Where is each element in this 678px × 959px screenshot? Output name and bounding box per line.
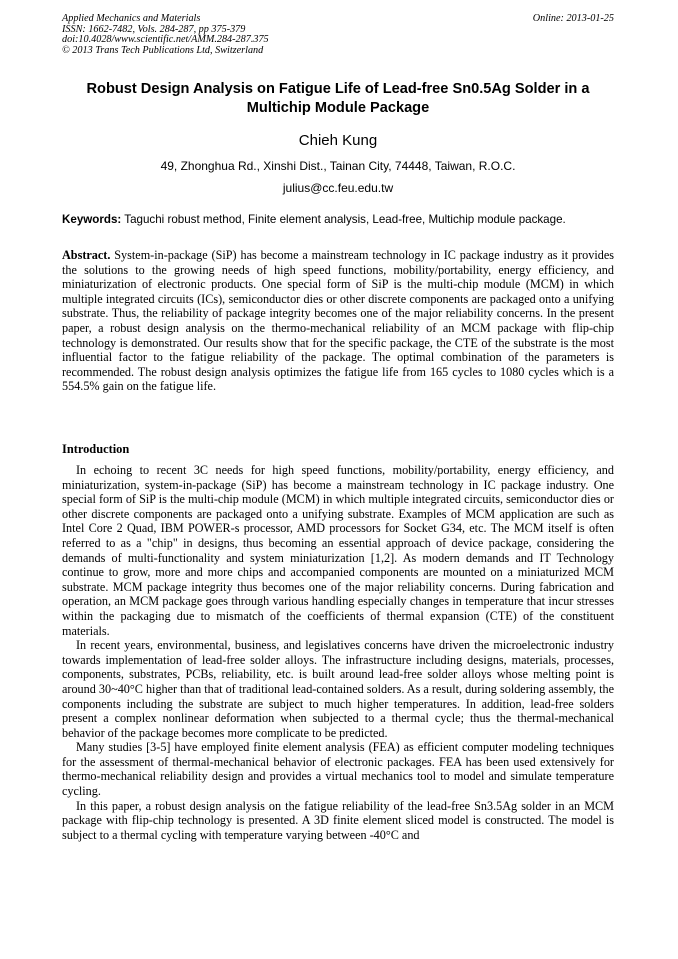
keywords-text: Taguchi robust method, Finite element analysis, Lead-free, Multichip module package.: [124, 213, 566, 226]
author-email: julius@cc.feu.edu.tw: [282, 181, 394, 195]
journal-name: Applied Mechanics and Materials: [62, 13, 201, 24]
author-affiliation: 49, Zhonghua Rd., Xinshi Dist., Tainan City, 74448, Taiwan, R.O.C.: [160, 159, 516, 173]
issn-line: ISSN: 1662-7482, Vols. 284-287, pp 375-379: [62, 23, 246, 35]
running-header: [62, 14, 614, 56]
introduction-body: [62, 463, 614, 842]
keywords: [62, 212, 614, 228]
introduction-heading: Introduction: [62, 442, 130, 456]
keywords-label: Keywords:: [62, 213, 122, 226]
copyright-line: © 2013 Trans Tech Publications Ltd, Switzerland: [62, 44, 264, 56]
intro-paragraph: Many studies [3-5] have employed finite element analysis (FEA) as efficient computer modeling techniques for the assessment of thermal-mechanical behavior of electronic packages. FEA has been used extensively for thermo-mechanical reliability design and provides a virtual mechanics tool to model and simulate temperature cycling.: [62, 740, 614, 799]
abstract: [62, 248, 614, 394]
paper-title: Robust Design Analysis on Fatigue Life of Lead-free Sn0.5Ag Solder in a Multichip Module Package: [86, 81, 590, 116]
intro-paragraph: In this paper, a robust design analysis on the fatigue reliability of the lead-free Sn3.5Ag solder in an MCM package with flip-chip technology is presented. A 3D finite element sliced model is constructed. The model is subject to a thermal cycling with temperature varying between -40°C and: [62, 798, 614, 842]
abstract-label: Abstract.: [62, 248, 111, 262]
abstract-text: System-in-package (SiP) has become a mainstream technology in IC package industry as it provides the solutions to the growing needs of high speed functions, mobility/portability, energy efficiency, and miniaturization of electronic products. One special form of SiP is the multi-chip module (MCM) in which multiple integrated circuits (ICs), semiconductor dies or other discrete components are packaged onto a unifying substrate. Thus, the reliability of package integrity becomes one of the major reliability concerns. In the present paper, a robust design analysis on the thermo-mechanical reliability of an MCM package with flip-chip technology is demonstrated. Our results show that for the specific package, the CTE of the substrate is the most influential factor to the fatigue reliability of the package. The optimal combination of the parameters is recommended. The robust design analysis optimizes the fatigue life from 165 cycles to 1080 cycles which is a 554.5% gain on the fatigue life.: [62, 248, 614, 394]
author-name: Chieh Kung: [298, 132, 378, 149]
intro-paragraph: In echoing to recent 3C needs for high speed functions, mobility/portability, energy efficiency, and miniaturization, system-in-package (SiP) has become a mainstream technology in IC package industry. One special form of SiP is the multi-chip module (MCM) in which multiple integrated circuits, semiconductor dies or other discrete components are packaged onto a unifying substrate. Examples of MCM application are such as Intel Core 2 Quad, IBM POWER-s processor, AMD processors for Socket G34, etc. The MCM itself is often referred to as a "chip" in designs, thus becoming an essential approach of device package, considering the demands of multi-functionality and system miniaturization [1,2]. As modern demands and IT Technology continue to grow, more and more chips and accompanied components are mounted on a miniaturized MCM substrate. MCM package integrity thus becomes one of the major reliability concerns. During fabrication and operation, an MCM package goes through various handling especially changes in temperature that incur stresses within the packaging due to mismatch of the coefficients of thermal expansion (CTE) of the constituent materials.: [62, 463, 614, 638]
intro-paragraph: In recent years, environmental, business, and legislatives concerns have driven the microelectronic industry towards implementation of lead-free solder alloys. The infrastructure including designs, materials, processes, components, substrates, PCBs, reliability, etc. is built around lead-free solder alloys whose melting point is around 30~40°C higher than that of traditional lead-contained solders. As a result, during soldering assembly, the components including the substrate are subject to much higher temperatures. In addition, lead-free solders present a complex nonlinear deformation when subjected to a thermal cycle; thus the thermal-mechanical behavior of the package becomes more complicate to be predicted.: [62, 638, 614, 740]
doi-line: doi:10.4028/www.scientific.net/AMM.284-287.375: [62, 34, 269, 46]
online-date: Online: 2013-01-25: [532, 13, 614, 24]
